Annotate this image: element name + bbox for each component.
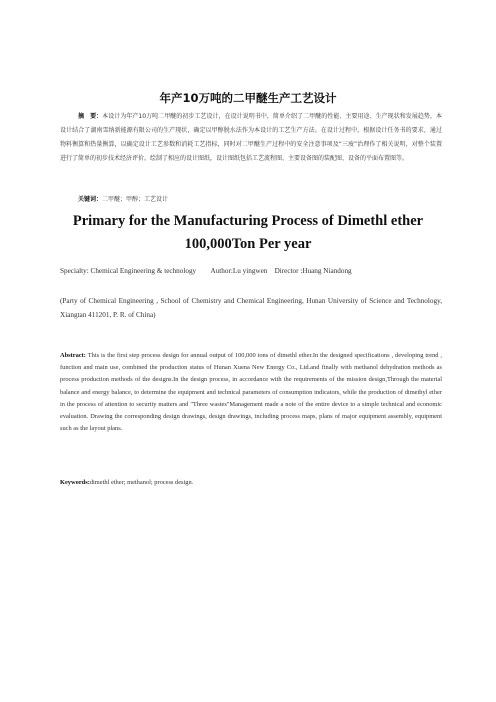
english-keywords: [60, 479, 193, 486]
english-keywords-text: dimethl ether; methanol; process design.: [89, 479, 194, 486]
english-abstract: [60, 350, 442, 435]
chinese-keywords-label: 关键词：: [78, 196, 103, 203]
english-abstract-text: This is the first step process design for annual output of 100,000 tons of dimethl ether.In the designed specifications , developing trend , function and main use, combined the production status of Hunan Xuena New Energy Co., Ltd.and finally with methanol dehydration methods as process production methods of the designs.In the design process, in accordance with the requirements of the mission design,Through the material balance and energy balance, to determine the equipment and technical parameters of consumption indicators, while the production of dimethyl ether in the process of attention to security matters and "Three wastes"Management made a note of the entire device to a simple technical and economic evaluation. Drawing the corresponding design drawings, design drawings, including process maps, plans of major equipment assembly, equipment such as the layout plans.: [60, 352, 442, 433]
chinese-keywords-text: 二甲醚；甲醇；工艺设计: [102, 196, 169, 203]
author-info: Specialty: Chemical Engineering & technology Author:Lu yingwen Director :Huang Niandong: [60, 267, 352, 275]
chinese-keywords: [78, 194, 168, 203]
chinese-abstract: [60, 110, 442, 166]
chinese-abstract-text: 本设计为年产10万吨二甲醚的初步工艺设计，在设计说明书中，简单介绍了二甲醚的性能、主要用途、生产现状和发展趋势，本设计结合了湖南雪纳新能源有限公司的生产现状，确定以甲醇脱水法作为本设计的工艺生产方法。在设计过程中，根据设计任务书的要求，通过物料衡算和热量衡算，以确定设计工艺参数和消耗工艺指标，同时对二甲醚生产过程中的安全注意事项及“三废”治理作了相关说明，对整个装置进行了简单的初步技术经济评价。绘制了相应的设计图纸，设计图纸包括工艺流程图、主要设备图的装配图、设备的平面布置图等。: [60, 113, 442, 162]
affiliation: (Party of Chemical Engineering , School of Chemistry and Chemical Engineering, Hunan University of Science and Technology, Xiangtan 411201, P. R. of China): [60, 297, 442, 319]
english-title: [0, 210, 496, 256]
chinese-title: 年产10万吨的二甲醚生产工艺设计: [159, 91, 337, 105]
english-abstract-label: Abstract:: [60, 352, 86, 359]
english-title-line1: Primary for the Manufacturing Process of Dimethl ether: [72, 213, 424, 229]
english-keywords-label: Keywords:: [60, 479, 90, 486]
chinese-abstract-label: 摘 要：: [78, 113, 103, 120]
english-title-line2: 100,000Ton Per year: [184, 236, 312, 252]
